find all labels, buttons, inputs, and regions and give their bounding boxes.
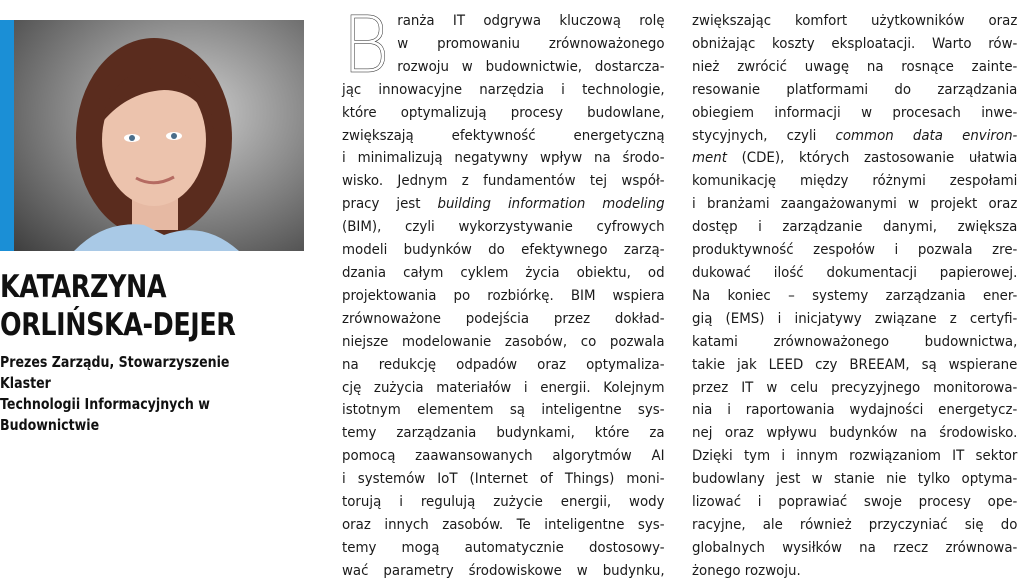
article-line: zwiększając komfort użytkowników oraz xyxy=(692,13,1018,29)
dropcap: B xyxy=(342,1,390,91)
article-line: wisko. Jednym z fundamentów tej współ- xyxy=(342,173,665,190)
article-line: obniżając koszty eksploatacji. Warto rów- xyxy=(692,35,1018,52)
article-line: cję zużycia materiałów i energii. Kolejnym xyxy=(342,379,665,396)
author-role-line1: Prezes Zarządu, Stowarzyszenie Klaster xyxy=(0,353,230,392)
article-line: lizować i poprawiać swoje procesy ope- xyxy=(692,494,1018,511)
article-line: komunikację między różnymi zespołami xyxy=(692,173,1018,190)
article-line: niejsze modelowanie zasobów, co pozwala xyxy=(342,333,665,350)
article-line: katami zrównoważonego budownictwa, xyxy=(692,333,1018,350)
article-line: obiegiem informacji w procesach inwe- xyxy=(692,104,1018,121)
article-line: Na koniec – systemy zarządzania ener- xyxy=(692,287,1018,304)
article-line: Dzięki tym i innym rozwiązaniom IT sektor xyxy=(692,448,1018,465)
article-line: racyjne, ale również przyczyniać się do xyxy=(692,516,1018,533)
article-line: gią (EMS) i inicjatywy związane z certyfi- xyxy=(692,310,1018,327)
article-line: dostęp i zarządzanie danymi, zwiększa xyxy=(692,219,1018,236)
author-role-line2: Technologii Informacyjnych w Budownictwie xyxy=(0,395,210,434)
article-line: ment (CDE), których zastosowanie ułatwia xyxy=(692,150,1018,167)
article-line: takie jak LEED czy BREEAM, są wspierane xyxy=(692,356,1018,373)
article-column-left xyxy=(342,1,665,583)
article-line: produktywność zespołów i pozwala zre- xyxy=(692,242,1018,259)
article-line: jąc innowacyjne narzędzia i technologie, xyxy=(342,81,665,98)
author-name-line2: ORLIŃSKA-DEJER xyxy=(0,307,236,343)
article-line: w promowaniu zrównoważonego xyxy=(397,35,665,52)
article-line: nej oraz wpływu budynków na środowisko. xyxy=(692,425,1018,442)
article-line: temy zarządzania budynkami, które za xyxy=(342,425,665,442)
article-line: przez IT w celu precyzyjnego monitorowa- xyxy=(692,379,1018,396)
article-column-right xyxy=(692,10,1017,583)
article-line: które optymalizują procesy budowlane, xyxy=(342,104,665,121)
article-line: dzania całym cyklem życia obiektu, od xyxy=(342,264,665,281)
article-line: nia i raportowania wydajności energetycz- xyxy=(692,402,1018,419)
article-line: modeli budynków do efektywnego zarzą- xyxy=(342,242,665,259)
article-line: temy mogą automatycznie dostosowy- xyxy=(342,539,665,556)
article-line: pomocą zaawansowanych algorytmów AI xyxy=(342,448,665,465)
article-line: budowlany jest w stanie nie tylko optyma- xyxy=(692,471,1018,488)
article-line: pracy jest building information modeling xyxy=(342,196,665,213)
author-name xyxy=(0,268,254,344)
article-line: zrównoważone podejścia przez dokład- xyxy=(342,310,665,327)
author-name-line1: KATARZYNA xyxy=(0,269,167,305)
article-line: ranża IT odgrywa kluczową rolę xyxy=(397,13,665,29)
article-line: stycyjnych, czyli common data environ- xyxy=(692,127,1018,144)
article-right-text xyxy=(692,10,1017,583)
article-line: projektowania po rozbiórkę. BIM wspiera xyxy=(342,287,665,304)
article-line: torują i regulują zużycie energii, wody xyxy=(342,494,665,511)
article-line: resowanie platformami do zarządzania xyxy=(692,81,1018,98)
article-line: na redukcję odpadów oraz optymaliza- xyxy=(342,356,665,373)
article-line: oraz innych zasobów. Te inteligentne sys- xyxy=(342,516,665,533)
author-photo xyxy=(14,20,304,251)
article-line: globalnych wysiłków na rzecz zrównowa- xyxy=(692,539,1018,556)
accent-bar xyxy=(0,20,14,251)
article-line: i branżami zaangażowanymi w projekt oraz xyxy=(692,196,1018,213)
article-line: dukować ilość dokumentacji papierowej. xyxy=(692,264,1018,281)
article-line: i systemów IoT (Internet of Things) moni- xyxy=(342,471,665,488)
article-line: istotnym elementem są inteligentne sys- xyxy=(342,402,665,419)
article-left-text xyxy=(342,1,665,583)
article-line: zwiększają efektywność energetyczną xyxy=(342,127,665,144)
article-line: żonego rozwoju. xyxy=(692,562,801,579)
article-line: i minimalizują negatywny wpływ na środo- xyxy=(342,150,665,167)
article-line: wać parametry środowiskowe w budynku, xyxy=(342,562,665,579)
article-line: nież zwrócić uwagę na rosnące zainte- xyxy=(692,58,1018,75)
article-line: (BIM), czyli wykorzystywanie cyfrowych xyxy=(342,219,665,236)
article-line: rozwoju w budownictwie, dostarcza- xyxy=(397,58,665,75)
author-role xyxy=(0,352,277,436)
